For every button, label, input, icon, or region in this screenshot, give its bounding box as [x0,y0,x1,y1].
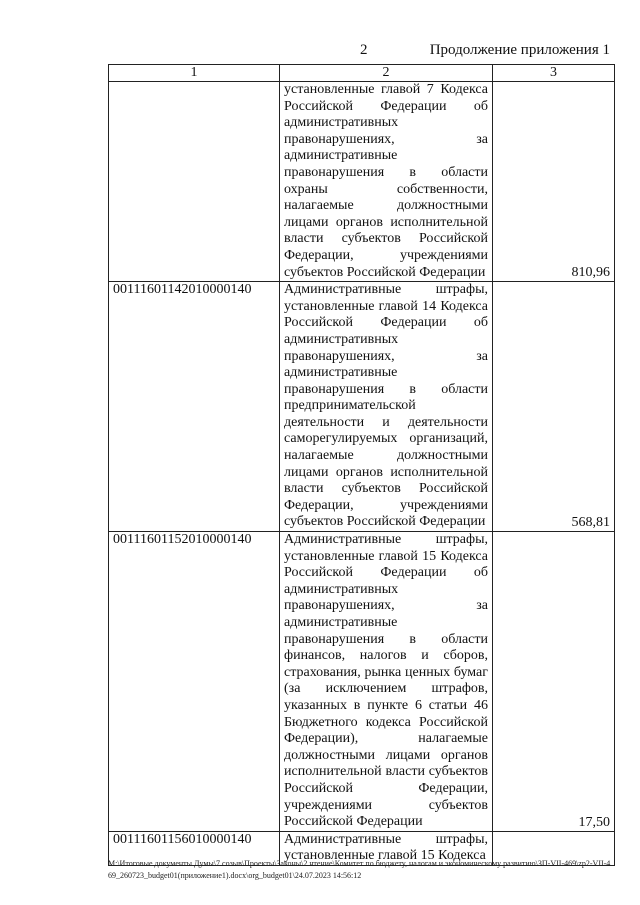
budget-code [109,82,280,282]
column-header: 1 [109,65,280,82]
amount: 17,50 [493,532,615,832]
budget-code: 00111601142010000140 [109,282,280,532]
table-row [109,282,615,532]
column-header: 2 [280,65,493,82]
column-header: 3 [493,65,615,82]
continuation-label: Продолжение приложения 1 [429,42,610,58]
file-path-footer: M:\Итоговые документы Думы\7 созыв\Проекты\Законы\2 чтение\Комитет по бюджету, налогам и экономическому развитию\ЗП-VII-469\zp2-VII-469_260723_budget01(приложение1).docx\org_budget01\24.07.2023 14:56:12 [108,859,611,880]
budget-code: 00111601156010000140 [109,831,280,865]
revenue-description: Административные штрафы, установленные главой 15 Кодекса Российской Федерации об административных правонарушениях, за административные правонарушения в области финансов, налогов и сборов, страхования, рынка ценных бумаг (за исключением штрафов, указанных в пункте 6 статьи 46 Бюджетного кодекса Российской Федерации), налагаемые должностными лицами органов исполнительной власти субъектов Российской Федерации, учреждениями субъектов Российской Федерации [280,532,493,832]
revenue-description: установленные главой 7 Кодекса Российской Федерации об административных правонарушениях, за административные правонарушения в области охраны собственности, налагаемые должностными лицами органов исполнительной власти субъектов Российской Федерации, учреждениями субъектов Российской Федерации [280,82,493,282]
revenue-description: Административные штрафы, установленные главой 14 Кодекса Российской Федерации об административных правонарушениях, за административные правонарушения в области предпринимательской деятельности и деятельности саморегулируемых организаций, налагаемые должностными лицами органов исполнительной власти субъектов Российской Федерации, учреждениями субъектов Российской Федерации [280,282,493,532]
table-row [109,532,615,832]
budget-code: 00111601152010000140 [109,532,280,832]
table-row [109,82,615,282]
amount: 810,96 [493,82,615,282]
amount: 568,81 [493,282,615,532]
budget-table [108,64,615,866]
revenue-description: Административные штрафы, установленные главой 15 Кодекса [280,831,493,865]
page-number: 2 [360,42,368,58]
table-header-row [109,65,615,82]
